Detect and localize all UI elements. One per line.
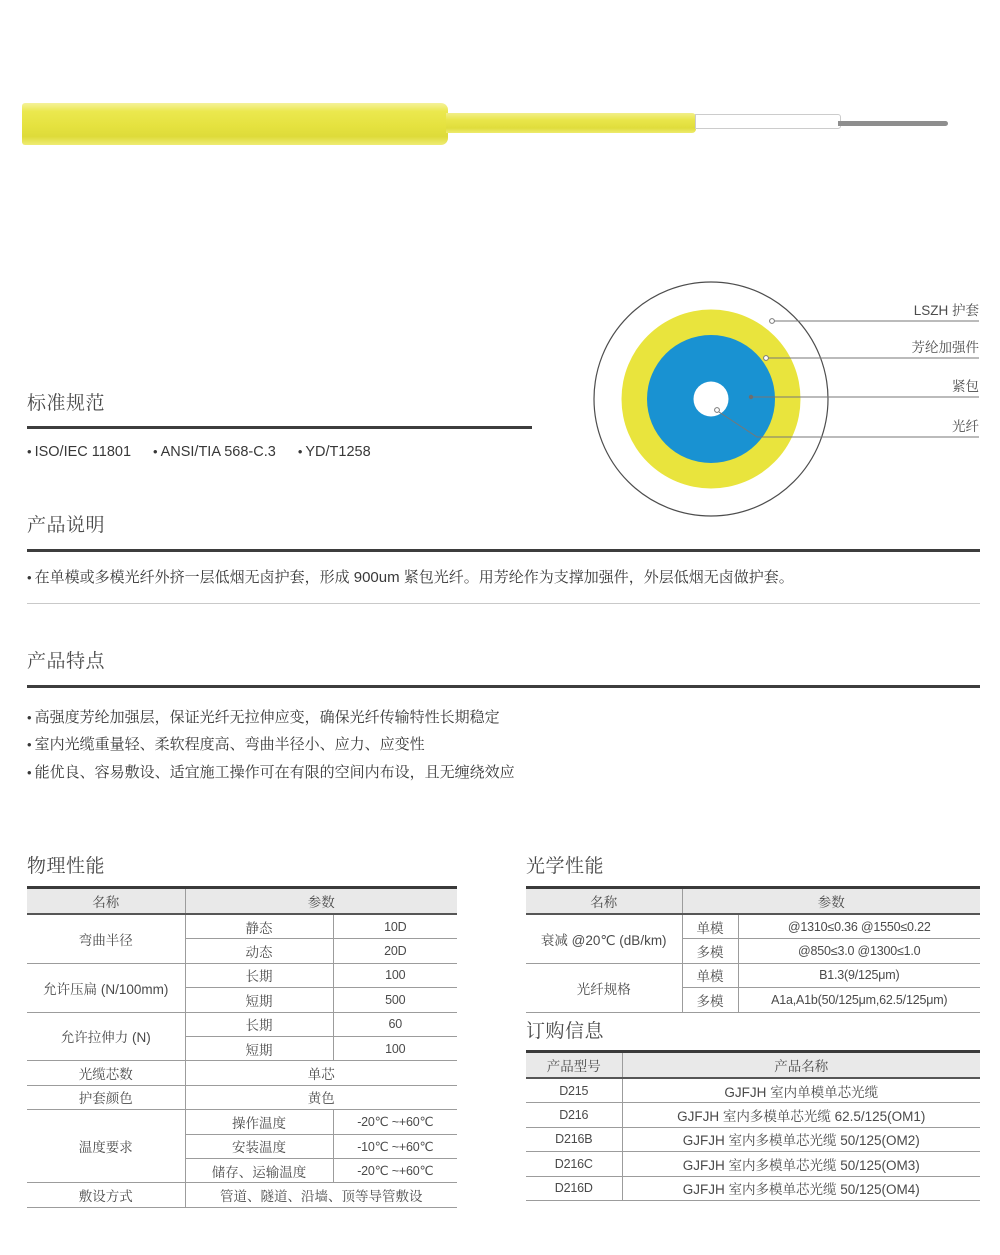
- ordering-table: [526, 1050, 980, 1201]
- col-header-param: 参数: [682, 888, 980, 915]
- physical-title: 物理性能: [27, 856, 106, 877]
- optical-table: [526, 886, 980, 1013]
- sub-label: 单模: [682, 963, 738, 987]
- cable-tube-segment: [695, 114, 841, 129]
- description-separator: [27, 603, 980, 604]
- row-label: 敷设方式: [27, 1183, 185, 1207]
- cable-jacket-segment: [22, 103, 448, 145]
- col-header-product-name: 产品名称: [622, 1052, 980, 1079]
- row-label: 弯曲半径: [27, 914, 185, 963]
- standards-item: • ISO/IEC 11801: [27, 444, 131, 460]
- description-text: • 在单模或多模光纤外挤一层低烟无卤护套，形成 900um 紧包光纤。用芳纶作为支撑加强件，外层低烟无卤做护套。: [27, 566, 967, 587]
- marker-dot-aramid: [764, 356, 769, 361]
- product-name-cell: GJFJH 室内多模单芯光缆 50/125(OM4): [622, 1176, 980, 1200]
- standards-title: 标准规范: [27, 393, 106, 414]
- marker-dot-jacket: [770, 319, 775, 324]
- fiber-circle: [694, 382, 729, 417]
- features-title: 产品特点: [27, 651, 106, 672]
- label-lszh-jacket: LSZH 护套: [913, 303, 979, 318]
- row-label: 允许压扁 (N/100mm): [27, 963, 185, 1012]
- product-name-cell: GJFJH 室内多模单芯光缆 50/125(OM3): [622, 1152, 980, 1176]
- value-cell: 20D: [333, 939, 457, 963]
- row-label: 衰减 @20℃ (dB/km): [526, 914, 682, 963]
- label-fiber: 光纤: [952, 419, 979, 434]
- table-row: [526, 1103, 980, 1127]
- physical-table: [27, 886, 457, 1208]
- features-list: [27, 704, 515, 786]
- label-tight-buffer: 紧包: [952, 379, 979, 394]
- sub-label: 多模: [682, 939, 738, 963]
- model-cell: D215: [526, 1078, 622, 1103]
- label-aramid: 芳纶加强件: [911, 340, 979, 355]
- description-title: 产品说明: [27, 515, 106, 536]
- description-rule: [27, 549, 980, 552]
- col-header-name: 名称: [526, 888, 682, 915]
- table-row: [526, 1176, 980, 1200]
- value-cell: B1.3(9/125μm): [738, 963, 980, 987]
- row-label: 光纤规格: [526, 963, 682, 1012]
- cable-buffer-segment: [446, 113, 696, 133]
- sub-label: 长期: [185, 963, 333, 987]
- value-cell: @1310≤0.36 @1550≤0.22: [738, 914, 980, 939]
- marker-dot-fiber: [715, 408, 720, 413]
- model-cell: D216C: [526, 1152, 622, 1176]
- cross-section-diagram: [0, 260, 1000, 540]
- value-cell: 单芯: [185, 1061, 457, 1085]
- table-row: [526, 1127, 980, 1151]
- row-label: 温度要求: [27, 1110, 185, 1183]
- model-cell: D216D: [526, 1176, 622, 1200]
- value-cell: @850≤3.0 @1300≤1.0: [738, 939, 980, 963]
- sub-label: 长期: [185, 1012, 333, 1036]
- product-name-cell: GJFJH 室内单模单芯光缆: [622, 1078, 980, 1103]
- value-cell: 500: [333, 988, 457, 1012]
- sub-label: 短期: [185, 1036, 333, 1060]
- row-label: 光缆芯数: [27, 1061, 185, 1085]
- feature-item: • 室内光缆重量轻、柔软程度高、弯曲半径小、应力、应变性: [27, 731, 515, 758]
- value-cell: A1a,A1b(50/125μm,62.5/125μm): [738, 988, 980, 1012]
- ordering-title: 订购信息: [526, 1021, 605, 1042]
- standards-item: • YD/T1258: [298, 444, 371, 460]
- product-name-cell: GJFJH 室内多模单芯光缆 62.5/125(OM1): [622, 1103, 980, 1127]
- value-cell: 100: [333, 963, 457, 987]
- col-header-param: 参数: [185, 888, 457, 915]
- value-cell: 10D: [333, 914, 457, 939]
- table-row: [526, 1152, 980, 1176]
- value-cell: -20℃ ~+60℃: [333, 1158, 457, 1182]
- sub-label: 多模: [682, 988, 738, 1012]
- sub-label: 动态: [185, 939, 333, 963]
- value-cell: -10℃ ~+60℃: [333, 1134, 457, 1158]
- col-header-model: 产品型号: [526, 1052, 622, 1079]
- optical-title: 光学性能: [526, 856, 605, 877]
- col-header-name: 名称: [27, 888, 185, 915]
- table-row: [526, 1078, 980, 1103]
- sub-label: 操作温度: [185, 1110, 333, 1134]
- cable-fiber-segment: [838, 121, 948, 126]
- sub-label: 单模: [682, 914, 738, 939]
- row-label: 护套颜色: [27, 1085, 185, 1109]
- standards-rule: [27, 426, 532, 429]
- feature-item: • 能优良、容易敷设、适宜施工操作可在有限的空间内布设，且无缠绕效应: [27, 759, 515, 786]
- sub-label: 短期: [185, 988, 333, 1012]
- value-cell: -20℃ ~+60℃: [333, 1110, 457, 1134]
- features-rule: [27, 685, 980, 688]
- marker-dot-buffer: [749, 395, 753, 399]
- value-cell: 黄色: [185, 1085, 457, 1109]
- value-cell: 管道、隧道、沿墙、顶等导管敷设: [185, 1183, 457, 1207]
- sub-label: 储存、运输温度: [185, 1158, 333, 1182]
- product-name-cell: GJFJH 室内多模单芯光缆 50/125(OM2): [622, 1127, 980, 1151]
- value-cell: 100: [333, 1036, 457, 1060]
- standards-list: [27, 444, 371, 460]
- model-cell: D216: [526, 1103, 622, 1127]
- feature-item: • 高强度芳纶加强层，保证光纤无拉伸应变，确保光纤传输特性长期稳定: [27, 704, 515, 731]
- model-cell: D216B: [526, 1127, 622, 1151]
- sub-label: 安装温度: [185, 1134, 333, 1158]
- sub-label: 静态: [185, 914, 333, 939]
- value-cell: 60: [333, 1012, 457, 1036]
- row-label: 允许拉伸力 (N): [27, 1012, 185, 1061]
- standards-item: • ANSI/TIA 568-C.3: [153, 444, 276, 460]
